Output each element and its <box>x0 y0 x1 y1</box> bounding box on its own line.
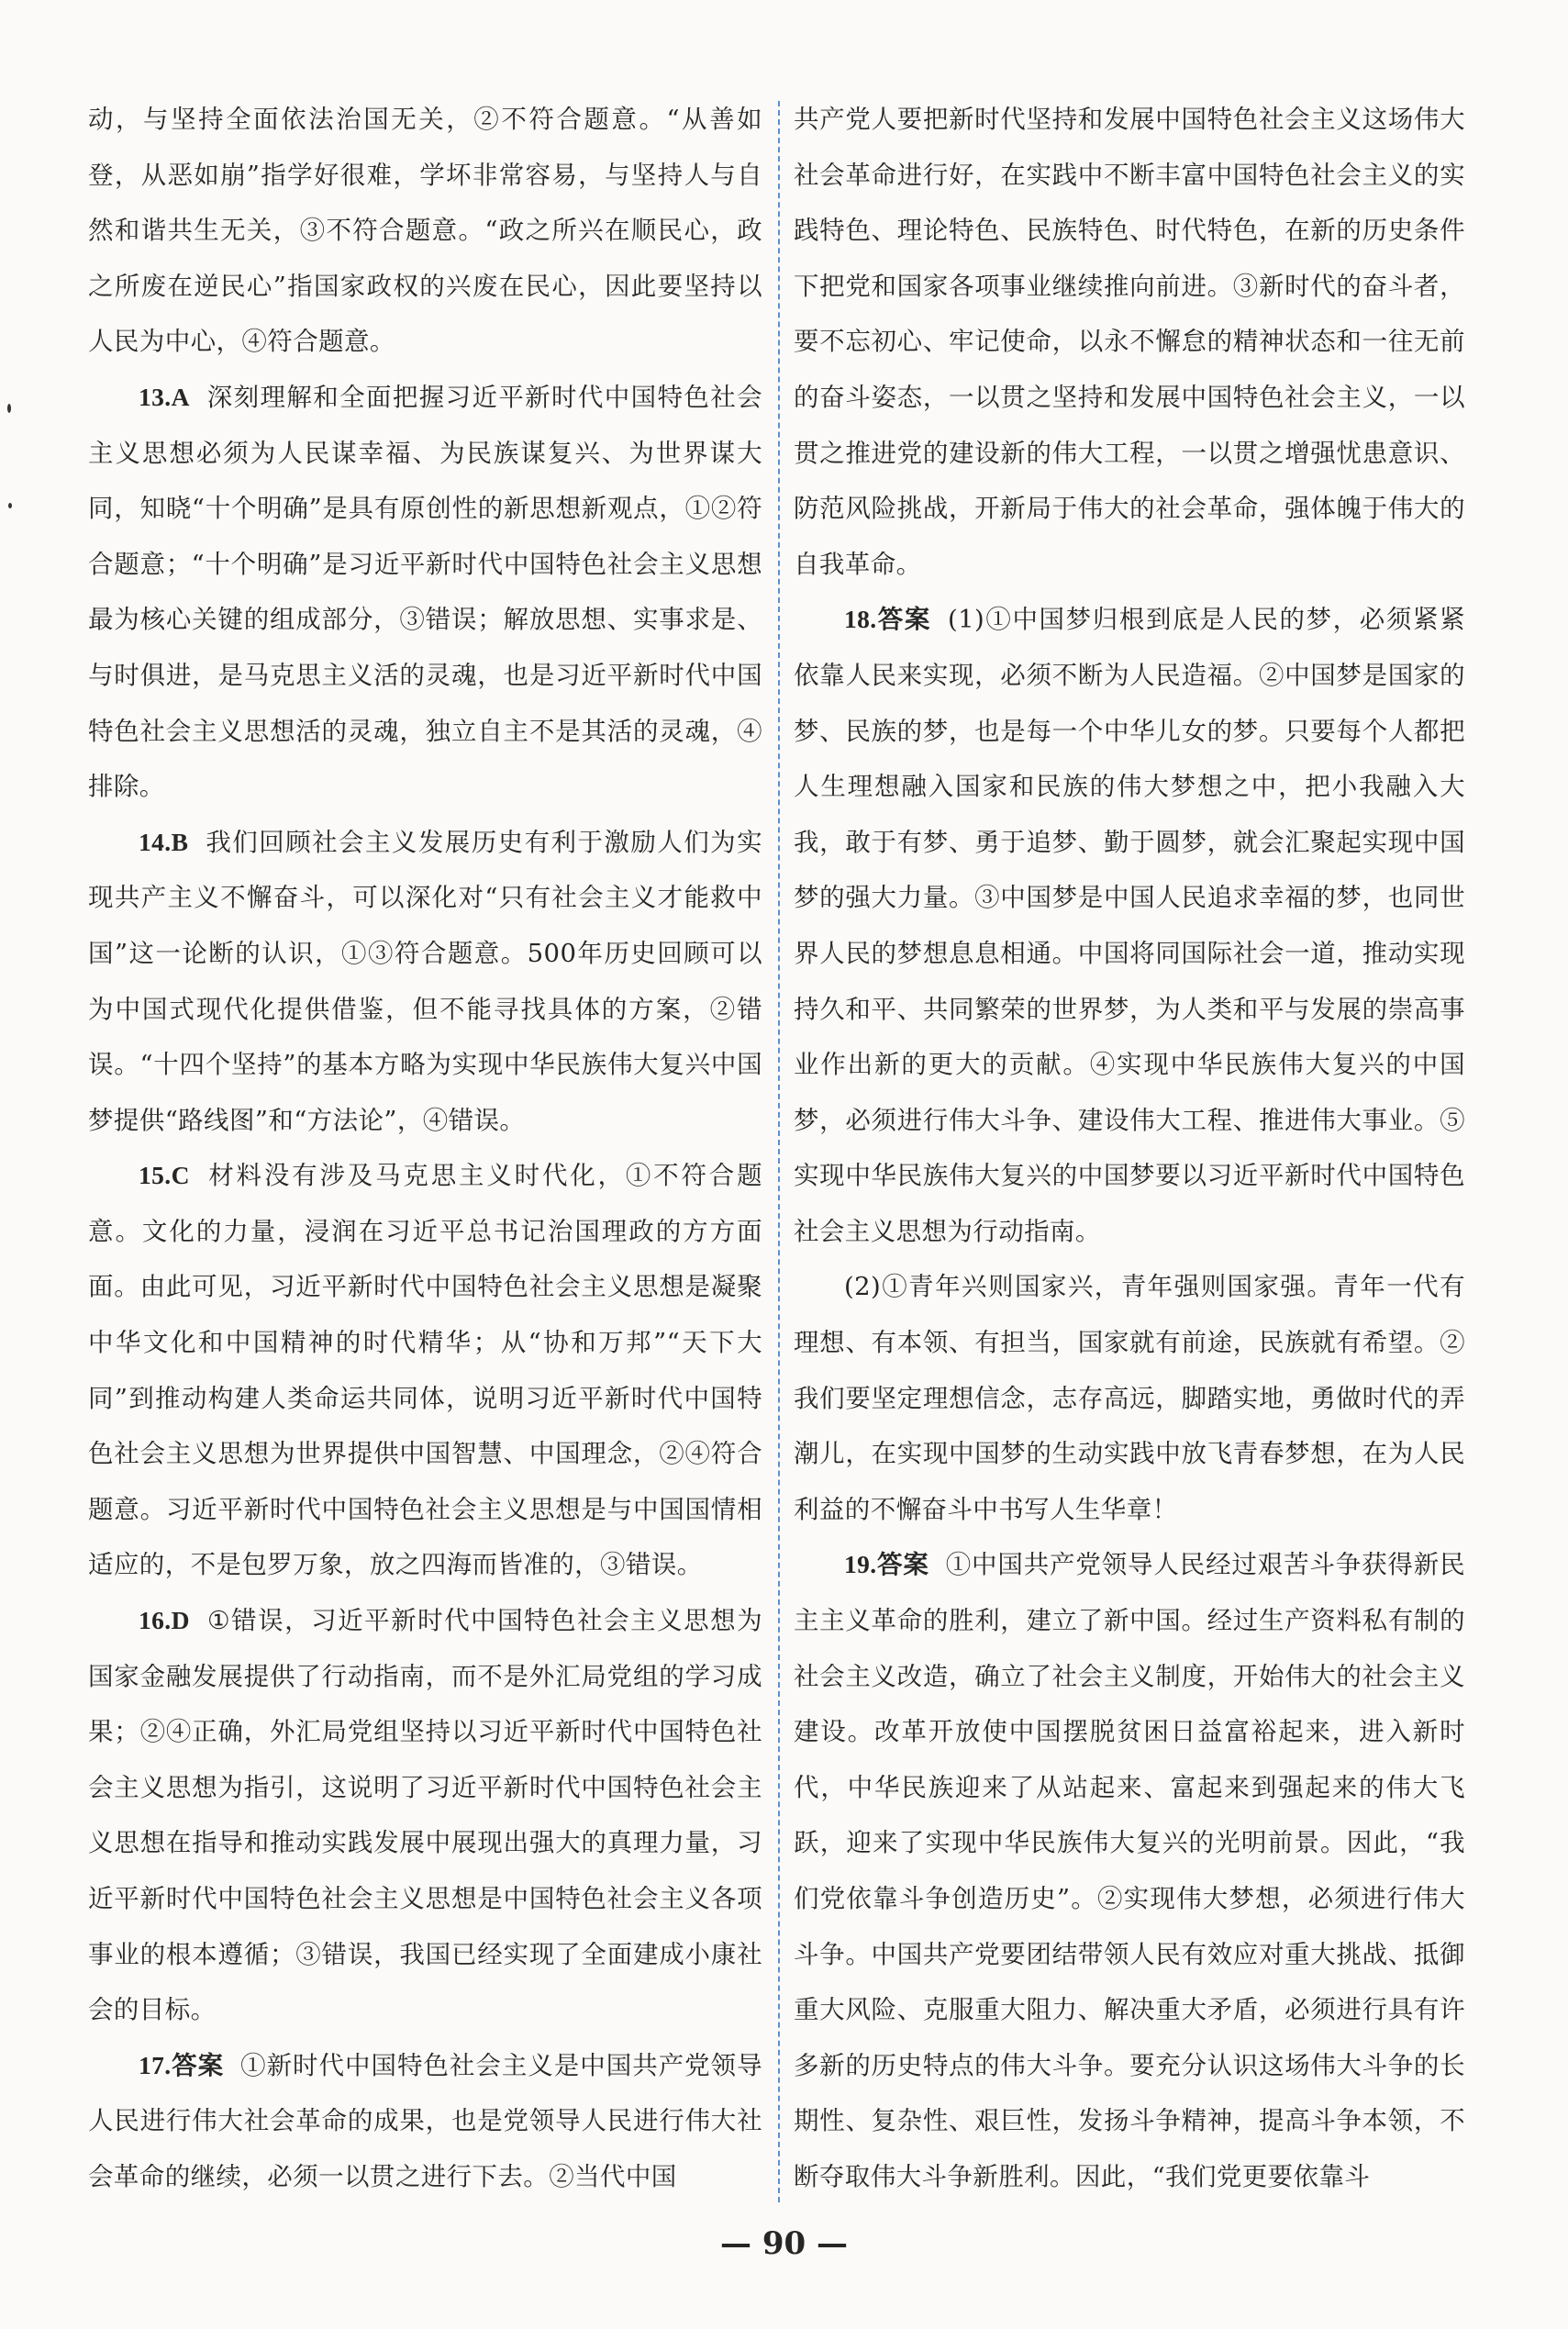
question-17 <box>88 2038 762 2205</box>
scan-speck <box>8 503 12 508</box>
explanation: ①中国共产党领导人民经过艰苦斗争获得新民主主义革命的胜利，建立了新中国。经过生产资料私有制的社会主义改造，确立了社会主义制度，开始伟大的社会主义建设。改革开放使中国摆脱贫困日益富裕起来，进入新时代，中华民族迎来了从站起来、富起来到强起来的伟大飞跃，迎来了实现中华民族伟大复兴的光明前景。因此，“我们党依靠斗争创造历史”。②实现伟大梦想，必须进行伟大斗争。中国共产党要团结带领人民有效应对重大挑战、抵御重大风险、克服重大阻力、解决重大矛盾，必须进行具有许多新的历史特点的伟大斗争。要充分认识这场伟大斗争的长期性、复杂性、艰巨性，发扬斗争精神，提高斗争本领，不断夺取伟大斗争新胜利。因此，“我们党更要依靠斗 <box>794 1550 1466 2191</box>
answer-tag: 答案 <box>876 605 931 635</box>
explanation: ①错误，习近平新时代中国特色社会主义思想为国家金融发展提供了行动指南，而不是外汇局党组的学习成果；②④正确，外汇局党组坚持以习近平新时代中国特色社会主义思想为指引，这说明了习近平新时代中国特色社会主义思想在指导和推动实践发展中展现出强大的真理力量，习近平新时代中国特色社会主义思想是中国特色社会主义各项事业的根本遵循；③错误，我国已经实现了全面建成小康社会的目标。 <box>88 1606 762 2025</box>
answer-tag: 答案 <box>876 1550 929 1580</box>
page-number: — 90 — <box>720 2225 848 2262</box>
question-14 <box>88 815 762 1149</box>
question-17-continued: 共产党人要把新时代坚持和发展中国特色社会主义这场伟大社会革命进行好，在实践中不断丰富中国特色社会主义的实践特色、理论特色、民族特色、时代特色，在新的历史条件下把党和国家各项事业继续推向前进。③新时代的奋斗者，要不忘初心、牢记使命，以永不懈怠的精神状态和一往无前的奋斗姿态，一以贯之坚持和发展中国特色社会主义，一以贯之推进党的建设新的伟大工程，一以贯之增强忧患意识、防范风险挑战，开新局于伟大的社会革命，强体魄于伟大的自我革命。 <box>794 105 1465 579</box>
explanation: 材料没有涉及马克思主义时代化，①不符合题意。文化的力量，浸润在习近平总书记治国理政的方方面面。由此可见，习近平新时代中国特色社会主义思想是凝聚中华文化和中国精神的时代精华；从“协和万邦”“天下大同”到推动构建人类命运共同体，说明习近平新时代中国特色社会主义思想为世界提供中国智慧、中国理念，②④符合题意。习近平新时代中国特色社会主义思想是与中国国情相适应的，不是包罗万象，放之四海而皆准的，③错误。 <box>88 1161 762 1580</box>
left-column <box>88 92 762 2205</box>
question-13 <box>88 370 762 815</box>
scan-speck <box>7 404 11 413</box>
explanation: 深刻理解和全面把握习近平新时代中国特色社会主义思想必须为人民谋幸福、为民族谋复兴、为世界谋大同，知晓“十个明确”是具有原创性的新思想新观点，①②符合题意；“十个明确”是习近平新时代中国特色社会主义思想最为核心关键的组成部分，③错误；解放思想、实事求是、与时俱进，是马克思主义活的灵魂，也是习近平新时代中国特色社会主义思想活的灵魂，独立自主不是其活的灵魂，④排除。 <box>88 382 762 802</box>
right-column <box>794 92 1465 2205</box>
answer-letter: D <box>171 1606 190 1635</box>
answer-letter: C <box>171 1161 190 1190</box>
answer-letter: B <box>171 827 189 856</box>
explanation-part-1: (1)①中国梦归根到底是人民的梦，必须紧紧依靠人民来实现，必须不断为人民造福。②中国梦是国家的梦、民族的梦，也是每一个中华儿女的梦。只要每个人都把人生理想融入国家和民族的伟大梦想之中，把小我融入大我，敢于有梦、勇于追梦、勤于圆梦，就会汇聚起实现中国梦的强大力量。③中国梦是中国人民追求幸福的梦，也同世界人民的梦想息息相通。中国将同国际社会一道，推动实现持久和平、共同繁荣的世界梦，为人类和平与发展的崇高事业作出新的更大的贡献。④实现中华民族伟大复兴的中国梦，必须进行伟大斗争、建设伟大工程、推进伟大事业。⑤实现中华民族伟大复兴的中国梦要以习近平新时代中国特色社会主义思想为行动指南。 <box>794 605 1465 1246</box>
question-19 <box>794 1537 1465 2204</box>
explanation: ①新时代中国特色社会主义是中国共产党领导人民进行伟大社会革命的成果，也是党领导人民进行伟大社会革命的继续，必须一以贯之进行下去。②当代中国 <box>88 2050 762 2191</box>
question-18 <box>794 592 1465 1259</box>
question-number: 15. <box>139 1161 172 1190</box>
explanation: 我们回顾社会主义发展历史有利于激励人们为实现共产主义不懈奋斗，可以深化对“只有社会主义才能救中国”这一论断的认识，①③符合题意。500年历史回顾可以为中国式现代化提供借鉴，但不能寻找具体的方案，②错误。“十四个坚持”的基本方略为实现中华民族伟大复兴中国梦提供“路线图”和“方法论”，④错误。 <box>88 827 762 1135</box>
question-number: 19. <box>844 1550 877 1579</box>
question-number: 16. <box>139 1606 172 1635</box>
question-16 <box>88 1593 762 2038</box>
question-15 <box>88 1148 762 1593</box>
question-number: 13. <box>139 382 172 411</box>
question-number: 18. <box>844 605 877 634</box>
column-divider <box>778 101 780 2202</box>
question-number: 14. <box>139 827 172 856</box>
question-18-part-2: (2)①青年兴则国家兴，青年强则国家强。青年一代有理想、有本领、有担当，国家就有前途，民族就有希望。②我们要坚定理想信念，志存高远，脚踏实地，勇做时代的弄潮儿，在实现中国梦的生动实践中放飞青春梦想，在为人民利益的不懈奋斗中书写人生华章！ <box>794 1272 1465 1524</box>
question-number: 17. <box>139 2050 172 2079</box>
answer-tag: 答案 <box>171 2050 225 2080</box>
answer-fragment: 动，与坚持全面依法治国无关，②不符合题意。“从善如登，从恶如崩”指学好很难，学坏非常容易，与坚持人与自然和谐共生无关，③不符合题意。“政之所兴在顺民心，政之所废在逆民心”指国家政权的兴废在民心，因此要坚持以人民为中心，④符合题意。 <box>88 105 762 357</box>
answer-letter: A <box>171 382 190 411</box>
